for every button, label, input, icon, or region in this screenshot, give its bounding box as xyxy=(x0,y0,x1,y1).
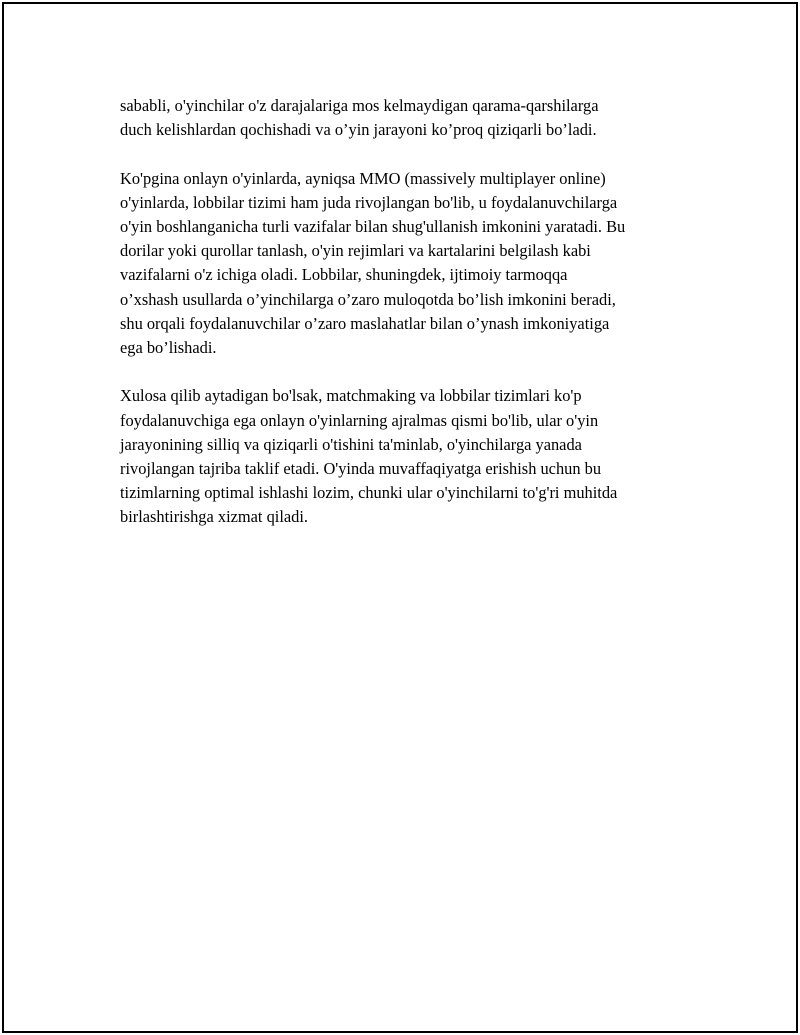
text-line: tizimlarning optimal ishlashi lozim, chunki ular o'yinchilarni to'g'ri muhitda xyxy=(120,483,618,503)
text-line: o’xshash usullarda o’yinchilarga o’zaro muloqotda bo’lish imkonini beradi, xyxy=(120,289,616,309)
text-line: foydalanuvchiga ega onlayn o'yinlarning ajralmas qismi bo'lib, ular o'yin xyxy=(120,410,599,430)
text-line: sababli, o'yinchilar o'z darajalariga mos kelmaydigan qarama-qarshilarga xyxy=(120,96,599,115)
text-line: jarayonining silliq va qiziqarli o'tishini ta'minlab, o'yinchilarga yanada xyxy=(120,434,582,454)
text-line: birlashtirishga xizmat qiladi. xyxy=(120,507,308,527)
text-line: o'yin boshlanganicha turli vazifalar bilan shug'ullanish imkonini yaratadi. Bu xyxy=(120,217,626,236)
document-page xyxy=(2,2,798,1033)
paragraph-2 xyxy=(120,167,700,361)
text-line: o'yinlarda, lobbilar tizimi ham juda rivojlangan bo'lib, u foydalanuvchilarga xyxy=(120,192,618,212)
paragraph-3 xyxy=(120,384,700,529)
document-body xyxy=(120,94,700,554)
text-line: duch kelishlardan qochishadi va o’yin jarayoni ko’proq qiziqarli bo’ladi. xyxy=(120,120,597,140)
text-line: vazifalarni o'z ichiga oladi. Lobbilar, shuningdek, ijtimoiy tarmoqqa xyxy=(120,265,568,285)
text-line: rivojlangan tajriba taklif etadi. O'yinda muvaffaqiyatga erishish uchun bu xyxy=(120,459,602,479)
text-line: Ko'pgina onlayn o'yinlarda, ayniqsa MMO (massively multiplayer online) xyxy=(120,168,606,188)
text-line: dorilar yoki qurollar tanlash, o'yin rejimlari va kartalarini belgilash kabi xyxy=(120,241,591,261)
paragraph-1 xyxy=(120,94,700,142)
text-line: ega bo’lishadi. xyxy=(120,338,217,358)
text-line: Xulosa qilib aytadigan bo'lsak, matchmaking va lobbilar tizimlari ko'p xyxy=(120,386,582,406)
text-line: shu orqali foydalanuvchilar o’zaro maslahatlar bilan o’ynash imkoniyatiga xyxy=(120,313,610,333)
